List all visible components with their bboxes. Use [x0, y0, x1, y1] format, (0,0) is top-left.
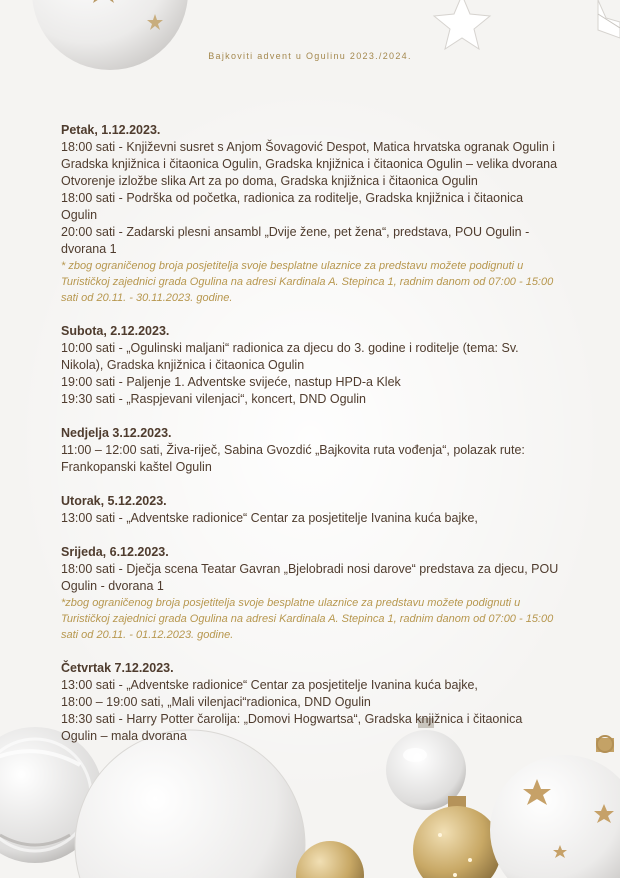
- event-line: 11:00 – 12:00 sati, Živa-riječ, Sabina Gvozdić „Bajkovita ruta vođenja“, polazak rute: Frankopanski kaštel Ogulin: [61, 443, 525, 474]
- event-line: 13:00 sati - „Adventske radionice“ Centar za posjetitelje Ivanina kuća bajke,: [61, 678, 478, 692]
- day-title: Utorak, 5.12.2023.: [61, 494, 167, 508]
- day-block-subota: [61, 323, 561, 408]
- day-title: Subota, 2.12.2023.: [61, 324, 170, 338]
- day-title: Petak, 1.12.2023.: [61, 123, 161, 137]
- day-block-srijeda: [61, 544, 561, 643]
- day-block-nedjelja: [61, 425, 561, 476]
- event-line: 18:00 sati - Dječja scena Teatar Gavran „Bjelobradi nosi darove“ predstava za djecu, POU Ogulin - dvorana 1: [61, 562, 559, 593]
- day-block-utorak: [61, 493, 561, 527]
- event-schedule: [61, 122, 561, 762]
- event-line: 10:00 sati - „Ogulinski maljani“ radionica za djecu do 3. godine i roditelje (tema: Sv. Nikola), Gradska knjižnica i čitaonica Ogulin: [61, 341, 519, 372]
- event-line: 18:30 sati - Harry Potter čarolija: „Domovi Hogwartsa“, Gradska knjižnica i čitaonica Ogulin – mala dvorana: [61, 712, 523, 743]
- ticket-note: * zbog ograničenog broja posjetitelja svoje besplatne ulaznice za predstavu možete podignuti u Turističkoj zajednici grada Ogulina na adresi Kardinala A. Stepinca 1, radnim danom od 07:00 - 15:00 sati od 20.11. - 30.11.2023. godine.: [61, 260, 554, 304]
- event-line: 18:00 sati - Književni susret s Anjom Šovagović Despot, Matica hrvatska ogranak Ogulin i Gradska knjižnica i čitaonica Ogulin, Gradska knjižnica i čitaonica Ogulin – velika dvorana: [61, 140, 558, 171]
- document-header: Bajkoviti advent u Ogulinu 2023./2024.: [208, 51, 412, 61]
- event-line: 19:30 sati - „Raspjevani vilenjaci“, koncert, DND Ogulin: [61, 392, 366, 406]
- event-line: 18:00 – 19:00 sati, „Mali vilenjaci“radionica, DND Ogulin: [61, 695, 371, 709]
- ticket-note: *zbog ograničenog broja posjetitelja svoje besplatne ulaznice za predstavu možete podignuti u Turističkoj zajednici grada Ogulina na adresi Kardinala A. Stepinca 1, radnim danom od 07:00 - 15:00 sati od 20.11. - 01.12.2023. godine.: [61, 597, 554, 641]
- day-title: Nedjelja 3.12.2023.: [61, 426, 172, 440]
- event-line: 13:00 sati - „Adventske radionice“ Centar za posjetitelje Ivanina kuća bajke,: [61, 511, 478, 525]
- day-title: Četvrtak 7.12.2023.: [61, 661, 174, 675]
- event-line: Otvorenje izložbe slika Art za po doma, Gradska knjižnica i čitaonica Ogulin: [61, 174, 478, 188]
- event-line: 18:00 sati - Podrška od početka, radionica za roditelje, Gradska knjižnica i čitaonica Ogulin: [61, 191, 524, 222]
- day-title: Srijeda, 6.12.2023.: [61, 545, 169, 559]
- event-line: 19:00 sati - Paljenje 1. Adventske svijeće, nastup HPD-a Klek: [61, 375, 401, 389]
- day-block-petak: [61, 122, 561, 306]
- day-block-cetvrtak: [61, 660, 561, 745]
- event-line: 20:00 sati - Zadarski plesni ansambl „Dvije žene, pet žena“, predstava, POU Ogulin - dvorana 1: [61, 225, 530, 256]
